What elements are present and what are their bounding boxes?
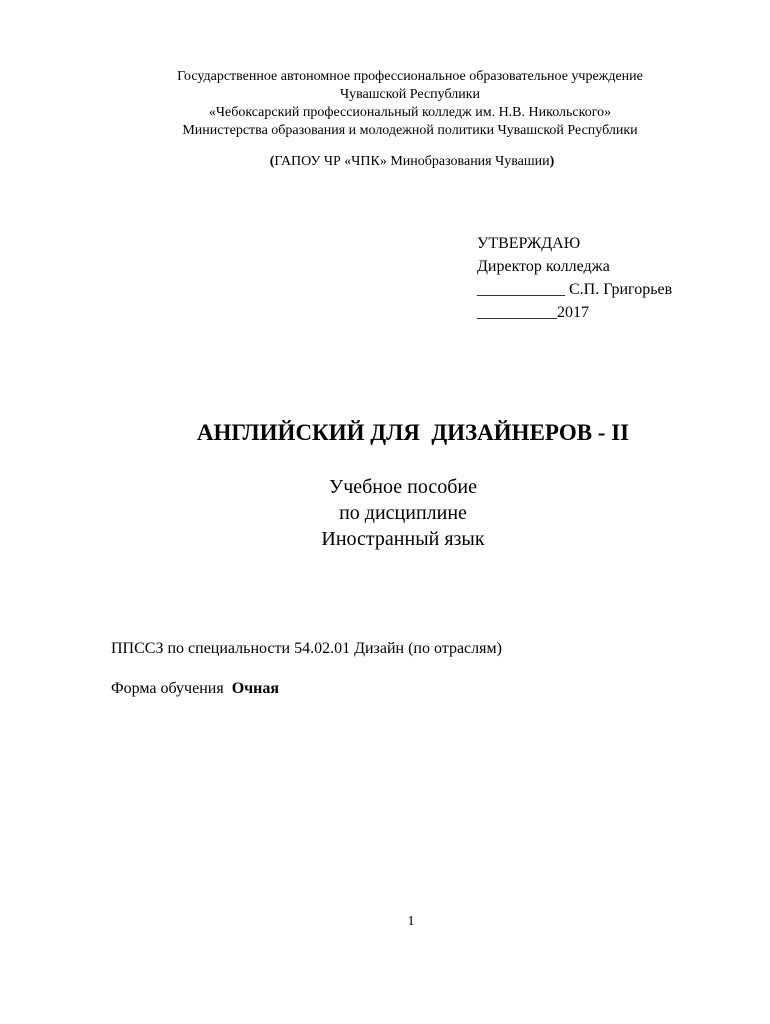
- institution-header-line-4: Министерства образования и молодежной политики Чувашской Республики: [182, 123, 638, 138]
- study-form-label: Форма обучения: [111, 680, 232, 697]
- short-name-close-paren: ): [549, 154, 555, 169]
- subtitle-line-1: Учебное пособие: [329, 476, 477, 498]
- institution-short-name: [0, 153, 770, 171]
- subtitle-line-3: Иностранный язык: [321, 528, 485, 550]
- document-subtitle: [0, 474, 770, 552]
- institution-header-line-2: Чувашской Республики: [339, 87, 481, 102]
- document-title: АНГЛИЙСКИЙ ДЛЯ ДИЗАЙНЕРОВ - II: [196, 420, 630, 445]
- approval-position: Директор колледжа: [477, 258, 610, 275]
- page-number: 1: [407, 914, 415, 929]
- study-form-line: [111, 679, 279, 699]
- subtitle-line-2: по дисциплине: [339, 502, 467, 524]
- approval-signature-line: ___________ С.П. Григорьев: [477, 281, 673, 298]
- approval-block: [477, 232, 672, 324]
- short-name-text: ГАПОУ ЧР «ЧПК» Минобразования Чувашии: [274, 154, 550, 169]
- institution-header: [0, 68, 770, 140]
- approval-date-line: __________2017: [477, 304, 589, 321]
- study-form-value: Очная: [231, 680, 280, 697]
- approval-title: УТВЕРЖДАЮ: [477, 235, 581, 252]
- institution-header-line-1: Государственное автономное профессиональное образовательное учреждение: [177, 69, 643, 84]
- short-name-open-paren: (: [269, 154, 275, 169]
- specialty-line: ППССЗ по специальности 54.02.01 Дизайн (по отраслям): [111, 640, 502, 657]
- institution-header-line-3: «Чебоксарский профессиональный колледж им. Н.В. Никольского»: [208, 105, 612, 120]
